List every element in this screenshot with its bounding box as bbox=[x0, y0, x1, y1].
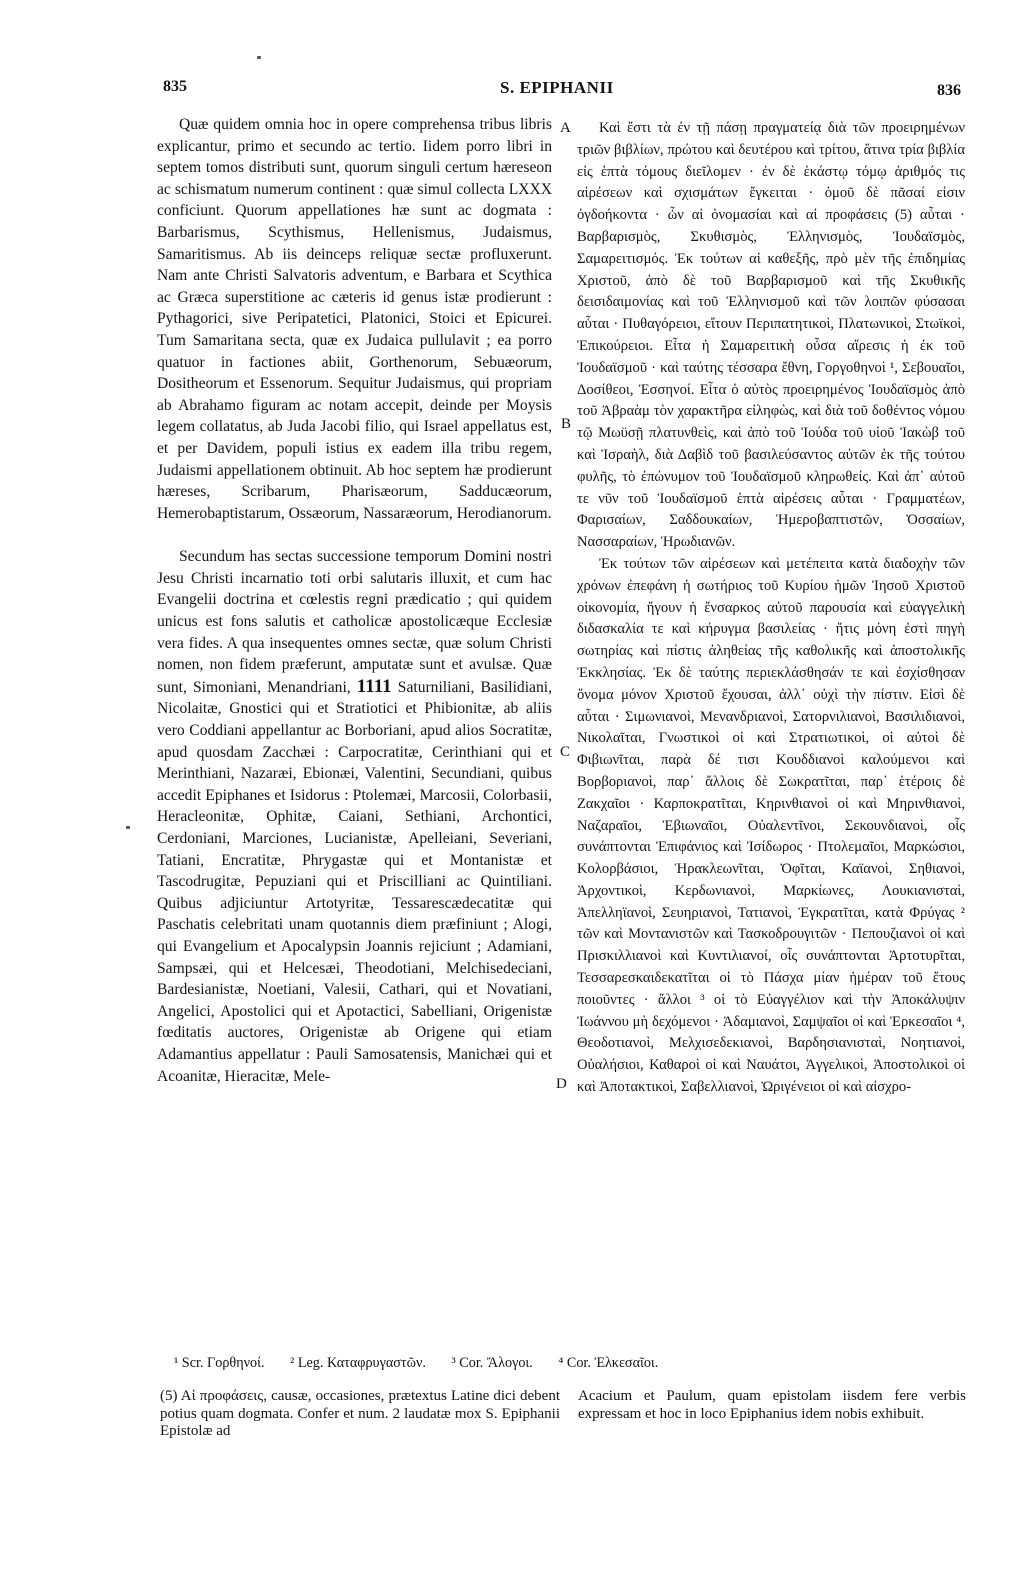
latin-paragraph-2-start: Secundum has sectas successione temporum Domini nostri Jesu Christi incarnatio toti orbi salutaris illuxit, et cum hac Evangelii doctrina et cœlestis regni prædicatio ; qui quidem unicus est fons salutis et catholicæ apostolicæque Ecclesiæ vera fides. A qua insequentes omnes sectæ, quæ solum Christi nomen, non fidem præferunt, amputatæ sunt et avulsæ. Quæ sunt, Simoniani, Menandriani, bbox=[157, 548, 552, 696]
margin-letter-d: D bbox=[556, 1076, 567, 1092]
footnote-2: ² Leg. Καταφρυγαστῶν. bbox=[290, 1355, 426, 1371]
latin-paragraph-2-end: Saturniliani, Basilidiani, Nicolaitæ, Gnostici qui et Stratiotici et Phibionitæ, ab aliis vero Coddiani appellantur ac Borboriani, apud alios Socratitæ, apud quosdam Zacchæi : Carpocratitæ, Cerinthiani qui et Merinthiani, Nazaræi, Ebionæi, Valentini, Secundiani, quibus accedit Epiphanes et Isidorus : Ptolemæi, Marcosii, Colorbasii, Heracleonitæ, Ophitæ, Caiani, Sethiani, Archontici, Cerdoniani, Marciones, Lucianistæ, Apelleiani, Severiani, Tatiani, Encratitæ, Phrygastæ qui et Montanistæ et Tascodrugitæ, Pepuziani qui et Priscilliani ac Quintiliani. Quibus adjiciuntur Artotyritæ, Tessarescædecatitæ qui Paschatis celebritati unam quotannis diem præfiniunt ; Alogi, qui Evangelium et Apocalypsin Joannis rejiciunt ; Adamiani, Sampsæi, qui et Helcesæi, Theodotiani, Melchisedeciani, Bardesianistæ, Noetiani, Valesii, Cathari, qui et Novatiani, Angelici, Apostolici qui et Apotactici, Sabelliani, Origenistæ fœditatis auctores, Origenistæ ab Origene qui etiam Adamantius appellatur : Pauli Samosatensis, Manichæi qui et Acoanitæ, Hieracitæ, Mele- bbox=[157, 678, 552, 1085]
footnote-4: ⁴ Cor. Ἐλκεσαῖοι. bbox=[558, 1355, 659, 1371]
latin-column bbox=[157, 114, 552, 1087]
page-number-left: 835 bbox=[163, 78, 187, 95]
scan-speck bbox=[257, 56, 261, 59]
editor-note-left: (5) Αἱ προφάσεις, causæ, occasiones, prætextus Latine dici debent potius quam dogmata. Confer et num. 2 laudatæ mox S. Epiphanii Epistolæ ad bbox=[160, 1388, 560, 1439]
margin-letter-b: B bbox=[561, 416, 572, 432]
latin-paragraph-2 bbox=[157, 546, 552, 1087]
greek-column bbox=[577, 118, 965, 1099]
running-title: S. EPIPHANII bbox=[500, 78, 614, 97]
page-number-right: 836 bbox=[937, 82, 961, 99]
footnote-1: ¹ Scr. Γορθηνοί. bbox=[174, 1355, 265, 1371]
footnotes-line bbox=[174, 1355, 974, 1372]
greek-paragraph-2: Ἐκ τούτων τῶν αἱρέσεων καὶ μετέπειτα κατὰ διαδοχὴν τῶν χρόνων ἐπεφάνη ἡ σωτήριος τοῦ Κυρίου ἡμῶν Ἰησοῦ Χριστοῦ οἰκονομία, ἤγουν ἡ ἔνσαρκος αὐτοῦ παρουσία καὶ εὐαγγελικὴ διδασκαλία τε καὶ κήρυγμα βασιλείας · ἥτις μόνη ἐστὶ πηγὴ σωτηρίας καὶ πίστις ἀληθείας τῆς καθολικῆς καὶ ἀποστολικῆς Ἐκκλησίας. Ἐκ δὲ ταύτης περιεκλάσθησάν τε καὶ ἐσχίσθησαν ὄνομα μόνον Χριστοῦ ἔχουσαι, ἀλλ᾽ οὐχὶ τὴν πίστιν. Εἰσὶ δὲ αὗται · Σιμωνιανοὶ, Μενανδριανοὶ, Σατορνιλιανοὶ, Βασιλιδιανοὶ, Νικολαῖται, Γνωστικοὶ οἱ καὶ Στρατιωτικοὶ, οἱ αὐτοὶ δὲ Φιβιωνῖται, παρὰ δέ τισι Κουδδιανοὶ καλούμενοι καὶ Βορβοριανοὶ, παρ᾽ ἄλλοις δὲ Σωκρατῖται, παρ᾽ ἑτέροις δὲ Ζακχαῖοι · Καρποκρατῖται, Κηρινθιανοὶ οἱ καὶ Μηρινθιανοὶ, Ναζαραῖοι, Ἐβιωναῖοι, Οὐαλεντῖνοι, Σεκουνδιανοὶ, οἷς συνάπτονται Ἐπιφάνιος καὶ Ἰσίδωρος · Πτολεμαῖοι, Μαρκώσιοι, Κολορβάσιοι, Ἡρακλεωνῖται, Ὀφῖται, Καϊανοὶ, Σηθιανοὶ, Ἀρχοντικοὶ, Κερδωνιανοὶ, Μαρκίωνες, Λουκιανισταὶ, Ἀπελληϊανοὶ, Σευηριανοὶ, Τατιανοὶ, Ἐγκρατῖται, κατὰ Φρύγας ² τῶν καὶ Μοντανιστῶν καὶ Τασκοδρουγιτῶν · Πεπουζιανοὶ οἱ καὶ Πρισκιλλιανοὶ καὶ Κυντιλιανοί, οἷς συνάπτονται Ἀρτοτυρῖται, Τεσσαρεσκαιδεκατῖται οἱ τὸ Πάσχα μίαν ἡμέραν τοῦ ἔτους ποιοῦντες · ἄλλοι ³ οἱ τὸ Εὐαγγέλιον καὶ τὴν Ἀποκάλυψιν Ἰωάννου μὴ δεχόμενοι · Ἀδαμιανοὶ, Σαμψαῖοι οἱ καὶ Ἐρκεσαῖοι ⁴, Θεοδοτιανοὶ, Μελχισεδεκιανοὶ, Βαρδησιανισταὶ, Νοητιανοὶ, Οὐαλήσιοι, Καθαροὶ οἱ καὶ Ναυάτοι, Ἀγγελικοὶ, Ἀποστολικοὶ οἱ καὶ Ἀποτακτικοὶ, Σαβελλιανοὶ, Ὠριγένειοι οἱ καὶ αἰσχρο- bbox=[577, 555, 965, 1096]
latin-paragraph-1: Quæ quidem omnia hoc in opere comprehensa tribus libris explicantur, primo et secundo ac tertio. Iidem porro libri in septem tomos distributi sunt, quorum singuli certum hæreseon ac schismatum numerum continent : quæ simul collecta LXXX conficiunt. Quorum appellationes hæ sunt ac dogmata : Barbarismus, Scythismus, Hellenismus, Judaismus, Samaritismus. Ab iis deinceps reliquæ sectæ profluxerunt. Nam ante Christi Salvatoris adventum, e Barbara et Scythica ac Græca superstitione ac cæteris id genus istæ prodierunt : Pythagorici, sive Peripatetici, Platonici, Stoici et Epicurei. Tum Samaritana secta, quæ ex Judaica pullulavit ; ea porro quatuor in factiones abiit, Gorthenorum, Sebuæorum, Dositheorum et Essenorum. Sequitur Judaismus, qui propriam ab Abrahamo figuram ac notam accepit, deinde per Moysis legem collatatus, ab Juda Jacobi filio, qui Israel appellatus est, et per Davidem, populi istius ex eadem illa tribu regem, Judaismi appellationem obtinuit. Ab hoc septem hæ prodierunt hæreses, Scribarum, Pharisæorum, Sadducæorum, Hemerobaptistarum, Ossæorum, Nassaræorum, Herodianorum. bbox=[157, 116, 552, 522]
footnote-3: ³ Cor. Ἄλογοι. bbox=[451, 1355, 533, 1371]
column-number-marker: 1111 bbox=[356, 675, 392, 697]
editor-note-right: Acacium et Paulum, quam epistolam iisdem fere verbis expressam et hoc in loco Epiphanius idem nobis exhibuit. bbox=[578, 1388, 966, 1422]
margin-letter-a: A bbox=[560, 120, 571, 136]
scan-speck bbox=[126, 826, 130, 829]
greek-paragraph-1: Καὶ ἔστι τὰ ἐν τῇ πάσῃ πραγματείᾳ διὰ τῶν προειρημένων τριῶν βιβλίων, πρώτου καὶ δευτέρου καὶ τρίτου, ἅτινα τρία βιβλία εἰς ἑπτὰ τόμους διεῖλομεν · ἐν δὲ ἑκάστῳ τόμῳ ἀριθμός τις αἱρέσεων καὶ σχισμάτων ἔγκειται · ὁμοῦ δὲ πᾶσαί εἰσιν ὀγδοήκοντα · ὧν αἱ ὀνομασίαι καὶ αἱ προφάσεις (5) αὗται · Βαρβαρισμὸς, Σκυθισμὸς, Ἑλληνισμὸς, Ἰουδαϊσμὸς, Σαμαρειτισμός. Ἐκ τούτων αἱ καθεξῆς, πρὸ μὲν τῆς ἐπιδημίας Χριστοῦ, ἀπὸ δὲ τοῦ Βαρβαρισμοῦ καὶ τῆς Σκυθικῆς δεισιδαιμονίας καὶ τοῦ Ἑλληνισμοῦ καὶ τῶν λοιπῶν φύσασαι αὗται · Πυθαγόρειοι, εἴτουν Περιπατητικοὶ, Πλατωνικοὶ, Στωϊκοὶ, Ἐπικούρειοι. Εἶτα ἡ Σαμαρειτικὴ οὖσα αἵρεσις ἡ ἐκ τοῦ Ἰουδαϊσμοῦ · καὶ ταύτης τέσσαρα ἔθνη, Γοργοθηνοὶ ¹, Σεβουαῖοι, Δοσίθεοι, Ἐσσηνοί. Εἶτα ὁ αὐτὸς προειρημένος Ἰουδαϊσμὸς ἀπὸ τοῦ Ἀβραὰμ τὸν χαρακτῆρα εἰληφὼς, καὶ διὰ τοῦ δοθέντος νόμου τῷ Μωϋσῇ πλατυνθεὶς, καὶ ἀπὸ τοῦ Ἰούδα τοῦ υἱοῦ Ἰακὼβ τοῦ καὶ Ἰσραὴλ, διὰ Δαβὶδ τοῦ βασιλεύσαντος αὐτῶν ἐκ τῆς τούτου φυλῆς, τὸ ἐπώνυμον τοῦ Ἰουδαϊσμοῦ κληρωθείς. Καὶ ἀπ᾽ αὐτοῦ τε νῦν τοῦ Ἰουδαϊσμοῦ ἑπτὰ αἱρέσεις αὗται · Γραμματέων, Φαρισαίων, Σαδδουκαίων, Ἡμεροβαπτιστῶν, Ὀσσαίων, Νασσαραίων, Ἡρωδιανῶν. bbox=[577, 120, 965, 551]
running-head bbox=[0, 76, 1032, 104]
margin-letter-c: C bbox=[560, 744, 571, 760]
